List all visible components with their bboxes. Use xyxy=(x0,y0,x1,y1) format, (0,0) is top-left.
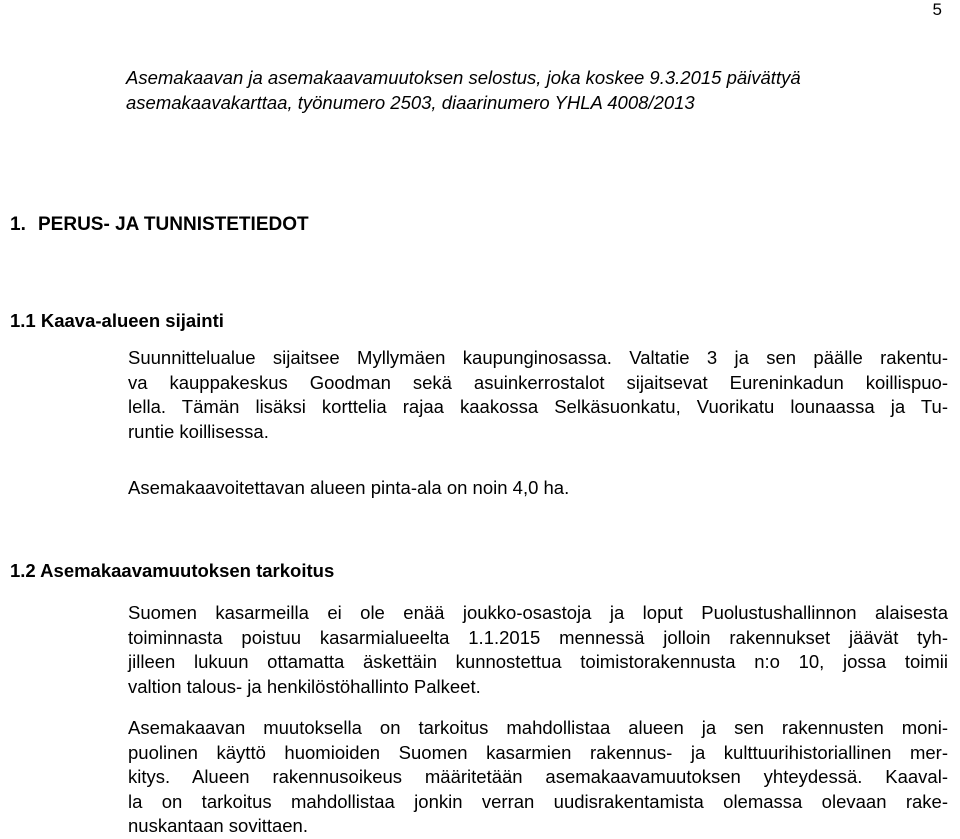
paragraph-line: nuskantaan sovittaen. xyxy=(128,815,308,836)
paragraph-line: Suomen kasarmeilla ei ole enää joukko-osastoja ja loput Puolustushallinnon alaisesta xyxy=(128,602,948,623)
paragraph-line: runtie koillisessa. xyxy=(128,420,269,442)
paragraph-line: lella. Tämän lisäksi korttelia rajaa kaakossa Selkäsuonkatu, Vuorikatu lounaassa ja Tu- xyxy=(128,396,948,417)
document-title-line-2: asemakaavakarttaa, työnumero 2503, diaarinumero YHLA 4008/2013 xyxy=(126,92,695,113)
paragraph-line: Suunnittelualue sijaitsee Myllymäen kaupunginosassa. Valtatie 3 ja sen päälle rakentu- xyxy=(128,347,948,368)
page-number: 5 xyxy=(932,0,942,19)
section-1-number: 1. xyxy=(10,214,26,235)
section-1-2-paragraph-1 xyxy=(128,601,948,699)
paragraph-line: la on tarkoitus mahdollistaa jonkin verran uudisrakentamista olemassa olevaan rake- xyxy=(128,790,948,812)
section-1-1-paragraph-2 xyxy=(128,476,948,501)
section-1-heading xyxy=(10,212,309,238)
section-1-1-heading: 1.1 Kaava-alueen sijainti xyxy=(10,310,224,331)
paragraph-line: puolinen käyttö huomioiden Suomen kasarmien rakennus- ja kulttuurihistoriallinen mer- xyxy=(128,741,948,763)
document-title-line-1: Asemakaavan ja asemakaavamuutoksen selostus, joka koskee 9.3.2015 päivättyä xyxy=(126,67,801,88)
paragraph-line: toiminnasta poistuu kasarmialueelta 1.1.2015 mennessä jolloin rakennukset jäävät tyh- xyxy=(128,626,948,648)
paragraph-line: kitys. Alueen rakennusoikeus määritetään asemakaavamuutoksen yhteydessä. Kaaval- xyxy=(128,766,948,787)
document-title xyxy=(126,65,946,115)
section-1-1-paragraph-1 xyxy=(128,346,948,444)
section-1-2-paragraph-2 xyxy=(128,716,948,839)
paragraph-line: Asemakaavoitettavan alueen pinta-ala on noin 4,0 ha. xyxy=(128,477,570,498)
section-1-2-heading: 1.2 Asemakaavamuutoksen tarkoitus xyxy=(10,560,335,581)
paragraph-line: Asemakaavan muutoksella on tarkoitus mahdollistaa alueen ja sen rakennusten moni- xyxy=(128,717,948,738)
section-1-title: PERUS- JA TUNNISTETIEDOT xyxy=(38,214,309,235)
paragraph-line: jilleen lukuun ottamatta äskettäin kunnostettua toimistorakennusta n:o 10, jossa toimii xyxy=(128,651,948,672)
paragraph-line: va kauppakeskus Goodman sekä asuinkerrostalot sijaitsevat Eureninkadun koillispuo- xyxy=(128,371,948,393)
paragraph-line: valtion talous- ja henkilöstöhallinto Palkeet. xyxy=(128,675,481,697)
